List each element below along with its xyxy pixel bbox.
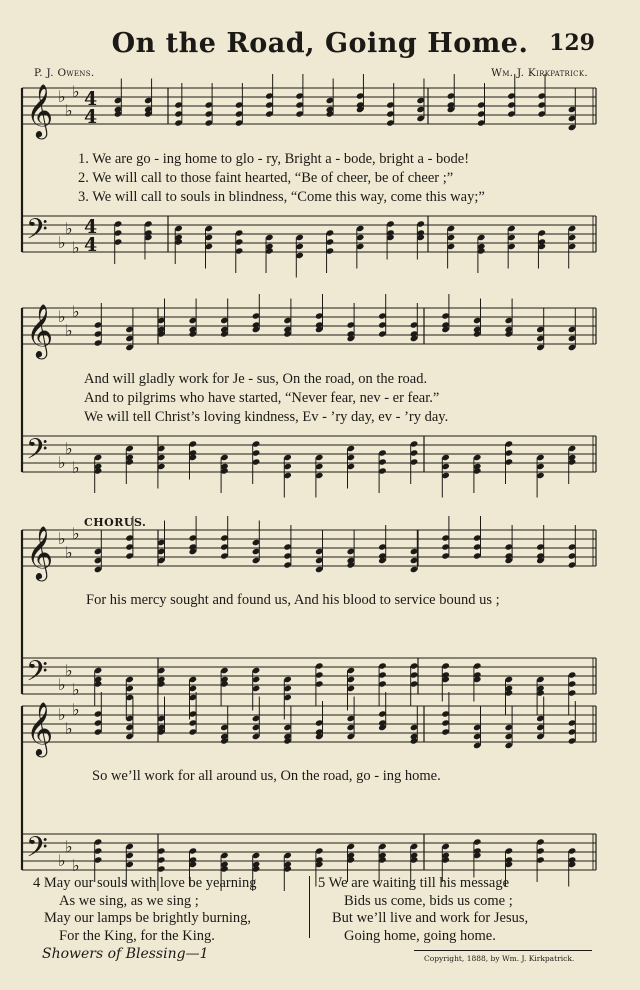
time-signature: 4 xyxy=(84,106,98,128)
bass-clef: 𝄢 xyxy=(26,655,48,695)
verse-4-line-2: As we sing, as we sing ; xyxy=(59,892,199,909)
flat-sign: ♭ xyxy=(58,705,66,724)
system-2-lyric-verse-1: And will gladly work for Je - sus, On the road, on the road. xyxy=(84,371,428,387)
composer-credit: Wm. J. Kirkpatrick. xyxy=(491,67,588,79)
verse-5-line-4: Going home, going home. xyxy=(344,927,496,944)
flat-sign: ♭ xyxy=(65,101,73,120)
chorus-label: CHORUS. xyxy=(84,516,147,529)
flat-sign: ♭ xyxy=(72,302,80,321)
bass-clef: 𝄢 xyxy=(26,831,48,871)
lyricist-credit: P. J. Owens. xyxy=(34,67,95,79)
flat-sign: ♭ xyxy=(65,837,73,856)
flat-sign: ♭ xyxy=(65,543,73,562)
flat-sign: ♭ xyxy=(65,219,73,238)
verse-4 xyxy=(33,875,257,945)
time-signature: 4 xyxy=(84,216,98,238)
flat-sign: ♭ xyxy=(58,675,66,694)
bass-clef: 𝄢 xyxy=(26,433,48,473)
flat-sign: ♭ xyxy=(58,529,66,548)
copyright-rule xyxy=(414,950,592,951)
flat-sign: ♭ xyxy=(58,307,66,326)
flat-sign: ♭ xyxy=(72,856,80,875)
system-1-lyric-verse-2: 2. We will call to those faint hearted, “Be of cheer, be of cheer ;” xyxy=(78,170,454,186)
verse-divider xyxy=(309,876,310,938)
page-number: 129 xyxy=(549,30,595,56)
hymn-title: On the Road, Going Home. xyxy=(111,28,529,59)
source-footer: Showers of Blessing—1 xyxy=(42,946,209,962)
verse-5-line-1: 5 We are waiting till his message xyxy=(318,875,510,891)
system-3-lyric: For his mercy sought and found us, And his blood to service bound us ; xyxy=(86,592,500,608)
flat-sign: ♭ xyxy=(65,719,73,738)
copyright-notice: Copyright, 1888, by Wm. J. Kirkpatrick. xyxy=(424,954,575,963)
flat-sign: ♭ xyxy=(58,87,66,106)
system-1-lyric-verse-1: 1. We are go - ing home to glo - ry, Bright a - bode, bright a - bode! xyxy=(78,151,470,167)
flat-sign: ♭ xyxy=(65,661,73,680)
flat-sign: ♭ xyxy=(58,453,66,472)
verse-4-line-4: For the King, for the King. xyxy=(59,927,215,944)
flat-sign: ♭ xyxy=(65,321,73,340)
system-4-lyric: So we’ll work for all around us, On the road, go - ing home. xyxy=(92,768,441,784)
flat-sign: ♭ xyxy=(72,238,80,257)
system-2-lyric-verse-2: And to pilgrims who have started, “Never fear, nev - er fear.” xyxy=(84,390,440,406)
flat-sign: ♭ xyxy=(58,851,66,870)
system-1-lyric-verse-3: 3. We will call to souls in blindness, “Come this way, come this way;” xyxy=(78,189,485,205)
flat-sign: ♭ xyxy=(72,82,80,101)
treble-clef: 𝄞 xyxy=(26,303,54,357)
time-signature: 4 xyxy=(84,88,98,110)
flat-sign: ♭ xyxy=(72,458,80,477)
time-signature: 4 xyxy=(84,234,98,256)
flat-sign: ♭ xyxy=(72,700,80,719)
treble-clef: 𝄞 xyxy=(26,701,54,755)
treble-clef: 𝄞 xyxy=(26,83,54,137)
verse-4-line-1: 4 May our souls with love be yearning xyxy=(33,875,257,891)
verse-4-line-3: May our lamps be brightly burning, xyxy=(44,910,252,926)
verse-5 xyxy=(318,875,528,945)
treble-clef: 𝄞 xyxy=(26,525,54,579)
bass-clef: 𝄢 xyxy=(26,213,48,253)
flat-sign: ♭ xyxy=(72,524,80,543)
system-2-lyric-verse-3: We will tell Christ’s loving kindness, Ev - ’ry day, ev - ’ry day. xyxy=(84,409,449,425)
verse-5-line-3: But we’ll live and work for Jesus, xyxy=(332,910,529,926)
verse-5-line-2: Bids us come, bids us come ; xyxy=(344,892,513,909)
flat-sign: ♭ xyxy=(58,233,66,252)
flat-sign: ♭ xyxy=(72,680,80,699)
flat-sign: ♭ xyxy=(65,439,73,458)
